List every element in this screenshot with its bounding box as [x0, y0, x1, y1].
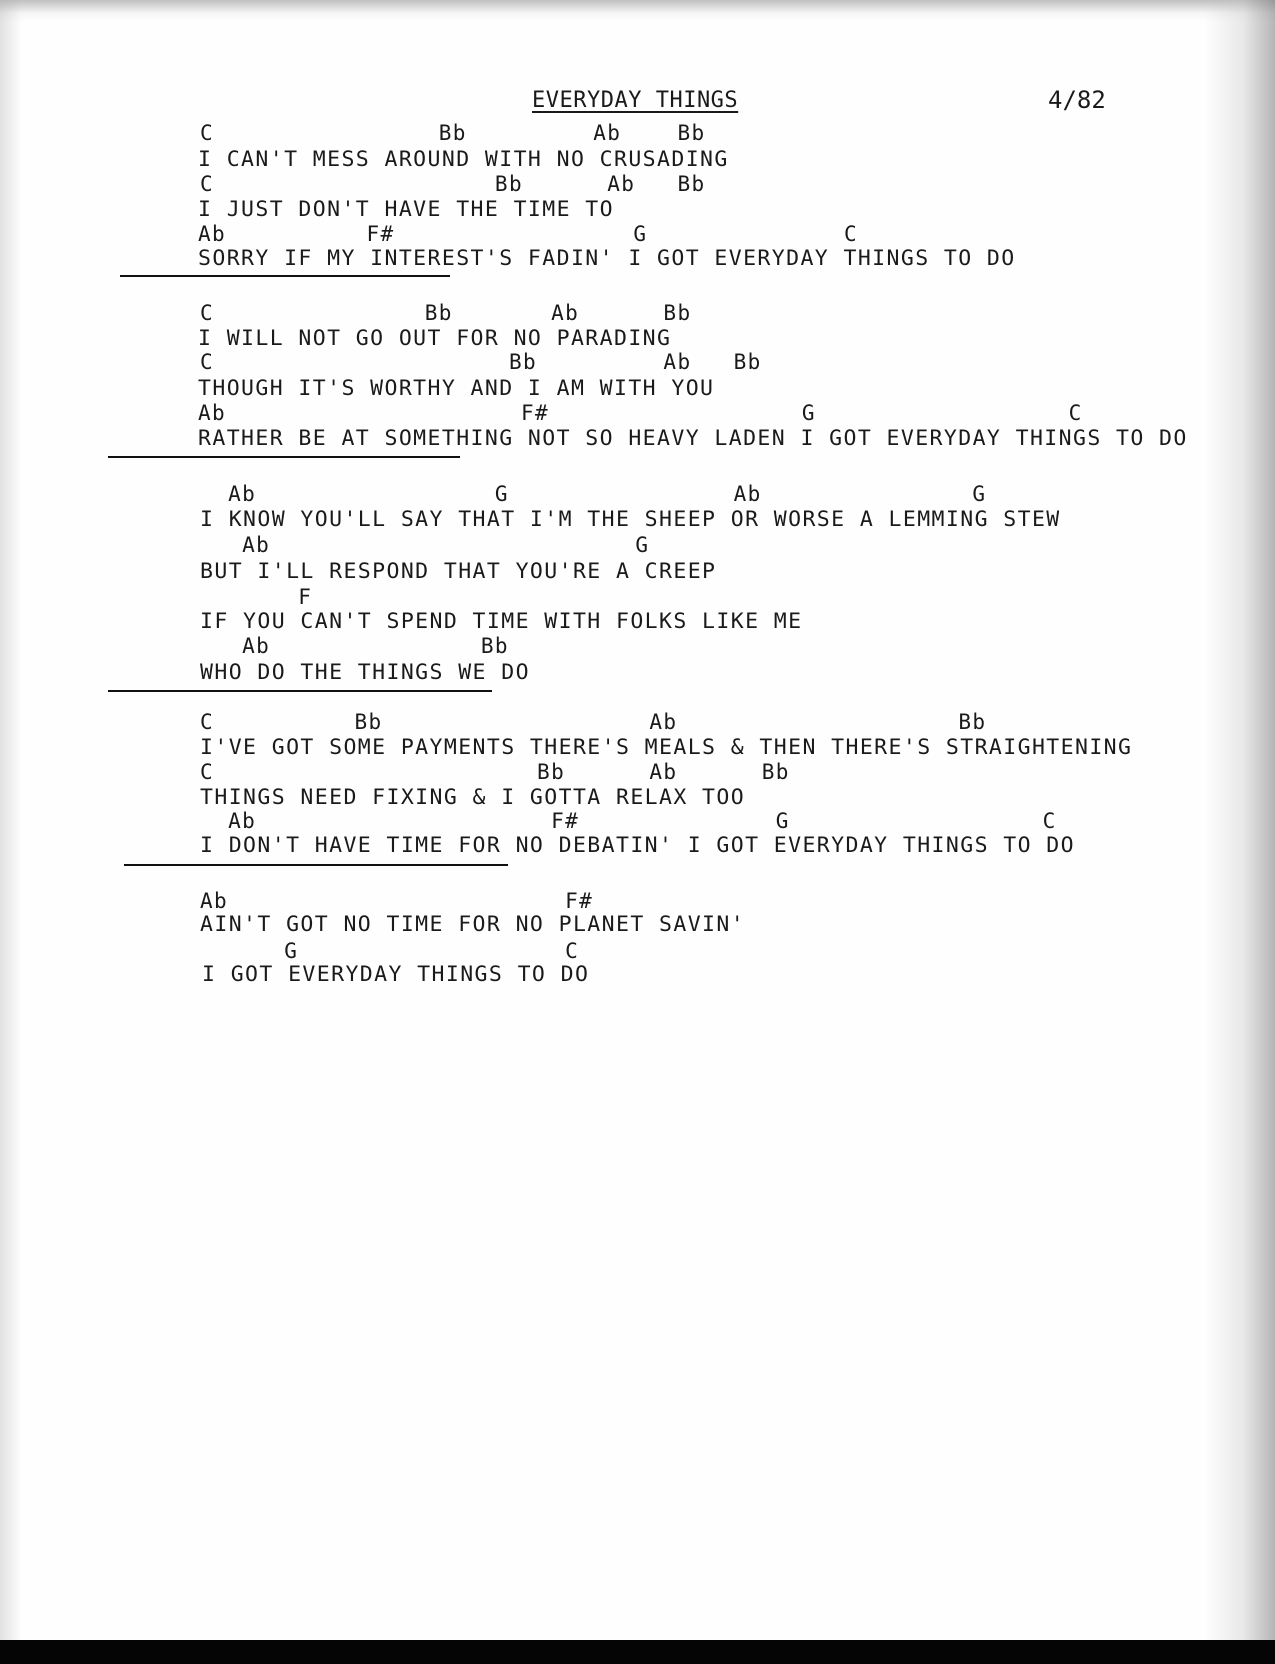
lyric-line: RATHER BE AT SOMETHING NOT SO HEAVY LADEN I GOT EVERYDAY THINGS TO DO [198, 426, 1188, 451]
lyric-line: WHO DO THE THINGS WE DO [200, 660, 530, 685]
scan-edge-left [0, 0, 22, 1664]
chord-line: Ab F# G C [198, 401, 1083, 425]
lyric-line: SORRY IF MY INTEREST'S FADIN' I GOT EVERYDAY THINGS TO DO [198, 246, 1016, 271]
chord-line: C Bb Ab Bb [200, 760, 790, 784]
chord-line: C Bb Ab Bb [200, 710, 987, 734]
scan-edge-bottom [0, 1640, 1275, 1664]
lyric-line: THOUGH IT'S WORTHY AND I AM WITH YOU [198, 376, 715, 401]
lyric-line: I CAN'T MESS AROUND WITH NO CRUSADING [198, 147, 729, 172]
chord-line: C Bb Ab Bb [200, 301, 692, 325]
chord-line: F [200, 585, 313, 609]
chord-line: Ab G [200, 533, 650, 557]
handwritten-underline [124, 864, 508, 866]
chord-line: Ab Bb [200, 634, 509, 658]
chord-line: C Bb Ab Bb [200, 350, 762, 374]
chord-line: Ab F# G C [200, 809, 1057, 833]
lyric-line: BUT I'LL RESPOND THAT YOU'RE A CREEP [200, 559, 717, 584]
song-title: EVERYDAY THINGS [532, 88, 739, 113]
handwritten-underline [108, 690, 492, 692]
chord-line: C Bb Ab Bb [200, 172, 706, 196]
chord-line: Ab F# G C [198, 222, 859, 246]
handwritten-underline [120, 275, 450, 277]
scan-edge-right [1205, 0, 1275, 1664]
lyric-line: I'VE GOT SOME PAYMENTS THERE'S MEALS & THEN THERE'S STRAIGHTENING [200, 735, 1133, 760]
chord-line: Ab F# [200, 889, 594, 913]
chord-line: C Bb Ab Bb [200, 121, 706, 145]
lyric-line: IF YOU CAN'T SPEND TIME WITH FOLKS LIKE ME [200, 609, 803, 634]
chord-line: Ab G Ab G [200, 482, 987, 506]
chord-line: G C [200, 939, 580, 963]
lyric-line: AIN'T GOT NO TIME FOR NO PLANET SAVIN' [200, 912, 746, 937]
lyric-line: I DON'T HAVE TIME FOR NO DEBATIN' I GOT EVERYDAY THINGS TO DO [200, 833, 1075, 858]
scan-edge-top [0, 0, 1275, 22]
lyric-line: I WILL NOT GO OUT FOR NO PARADING [198, 326, 672, 351]
lyric-line: I JUST DON'T HAVE THE TIME TO [198, 197, 614, 222]
lyric-line: I GOT EVERYDAY THINGS TO DO [202, 962, 590, 987]
song-date: 4/82 [1048, 86, 1106, 114]
lyric-line: THINGS NEED FIXING & I GOTTA RELAX TOO [200, 785, 746, 810]
lyric-line: I KNOW YOU'LL SAY THAT I'M THE SHEEP OR WORSE A LEMMING STEW [200, 507, 1061, 532]
handwritten-underline [108, 456, 460, 458]
